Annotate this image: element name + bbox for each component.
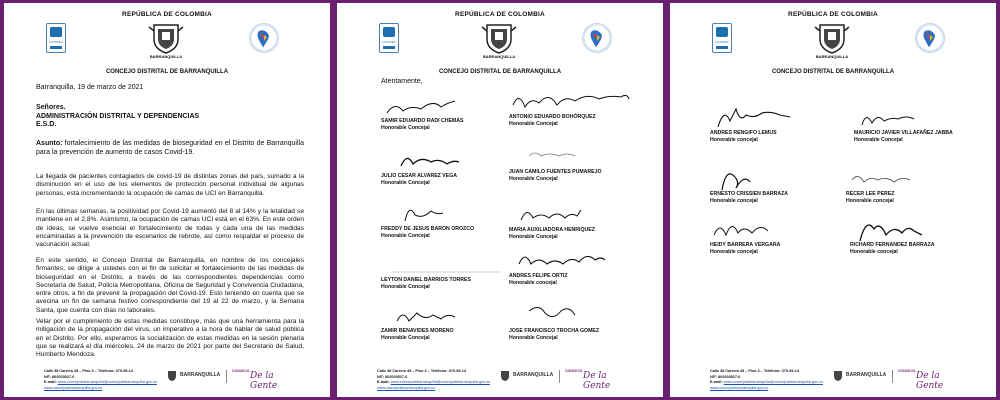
- footer-web-link[interactable]: www.concejodebarranquilla.gov.co: [44, 385, 103, 390]
- footer-contact: [710, 369, 823, 391]
- signer-role: Honorable Concejal: [381, 335, 430, 341]
- footer-concejo-label: CONCEJO: [565, 369, 583, 373]
- signer-role: Honorable concejal: [846, 198, 894, 204]
- body-paragraph: La llegada de pacientes contagiados de covid-19 de distintas zonas del país, sumado a la disminución en el uso de los elementos de protección personal individual de algunas personas, está incrementando la ocupación de camas de UCI en Barranquilla.: [36, 173, 304, 197]
- footer-baq-logo: BARRANQUILLA: [180, 372, 221, 378]
- city-seal-icon: [481, 21, 517, 55]
- handwritten-signature: [509, 200, 637, 228]
- handwritten-signature: [710, 215, 838, 243]
- footer-contact: [44, 369, 157, 391]
- footer-gente-logo: De la Gente: [916, 371, 944, 391]
- letter-date: Barranquilla, 19 de marzo de 2021: [36, 84, 144, 91]
- signer-name: LEYTON DANIEL BARRIOS TORRES: [381, 277, 471, 283]
- footer-logos: [166, 369, 296, 391]
- signer-name: JOSE FRANCISCO TROCHA GOMEZ: [509, 328, 600, 334]
- signer-role: Honorable Concejal: [509, 121, 558, 127]
- signer-role: Honorable Concejal: [509, 176, 558, 182]
- handwritten-signature: [846, 164, 974, 192]
- signer-role: Honorable Concejal: [509, 335, 558, 341]
- footer-email-link[interactable]: www.concejodebarranquilla@concejodebarranquilla.gov.co: [57, 380, 157, 384]
- signature-block: [509, 142, 637, 182]
- signer-name: JUAN CAMILO FUENTES PUMAREJO: [509, 169, 602, 175]
- certification-logo: ICONTEC: [379, 23, 399, 53]
- footer-logos: [832, 369, 962, 391]
- handwritten-signature: [710, 103, 838, 131]
- footer-nit: NIT: 802003527-6: [377, 374, 408, 379]
- subject-text: fortalecimiento de las medidas de bioseguridad en el Distrito de Barranquilla para la prevención de aumento de casos Covid-19.: [36, 140, 304, 156]
- signer-role: Honorable Concejal: [381, 284, 430, 290]
- footer-nit: NIT: 802003527-6: [44, 374, 75, 379]
- signature-block: [509, 87, 637, 127]
- seal-caption: BARRANQUILLA: [482, 54, 516, 59]
- signer-name: ANDRES RENGIFO LEMUS: [710, 130, 777, 136]
- signature-block: [846, 164, 974, 204]
- handwritten-signature: [710, 164, 838, 192]
- closing-salutation: Atentamente,: [381, 78, 423, 85]
- handwritten-signature: [509, 301, 637, 329]
- footer-email-label: E-mail:: [377, 380, 391, 384]
- signer-role: Honorable concejal: [850, 249, 898, 255]
- signer-role: Honorable concejal: [710, 198, 758, 204]
- city-seal-icon: [148, 21, 184, 55]
- handwritten-signature: [509, 87, 637, 115]
- signer-name: ZAMIR BENAVIDES MORENO: [381, 328, 454, 334]
- handwritten-signature: [381, 199, 509, 227]
- subject-label: Asunto:: [36, 140, 63, 147]
- signer-name: ERNESTO CRISSIEN BARRAZA: [710, 191, 789, 197]
- footer-email-link[interactable]: www.concejodebarranquilla@concejodebarranquilla.gov.co: [390, 380, 490, 384]
- signature-block: [509, 200, 637, 240]
- handwritten-signature: [381, 250, 509, 278]
- seal-caption: BARRANQUILLA: [149, 54, 183, 59]
- certification-logo: ICONTEC: [46, 23, 66, 53]
- signature-block: [850, 215, 978, 255]
- republica-header: REPÚBLICA DE COLOMBIA: [788, 11, 878, 18]
- city-seal-icon: [814, 21, 850, 55]
- signature-block: [381, 91, 509, 131]
- signer-role: Honorable concejal: [710, 249, 758, 255]
- addressee-line: E.S.D.: [36, 121, 57, 128]
- signer-role: Honorable concejal: [710, 137, 758, 143]
- signer-role: Honorable Concejal: [381, 180, 430, 186]
- signer-name: MARIA AUXILIADORA HENRIQUEZ: [509, 227, 595, 233]
- footer-address: Calle 38 Carrera 45 – Piso 3 – Teléfono: 370-99-14: [710, 369, 799, 373]
- footer-email-label: E-mail:: [44, 380, 58, 384]
- footer-address: Calle 38 Carrera 45 – Piso 3 – Teléfono: 370-99-14: [44, 369, 133, 373]
- footer-email-label: E-mail:: [710, 380, 724, 384]
- signer-name: HEIDY BARRERA VERGARA: [710, 242, 781, 248]
- signer-name: FREDDY DE JESUS BARON OROZCO: [381, 226, 475, 232]
- footer-baq-logo: BARRANQUILLA: [513, 372, 554, 378]
- signer-role: Honorable Concejal: [854, 137, 903, 143]
- footer-gente-logo: De la Gente: [583, 371, 611, 391]
- signature-block: [381, 199, 509, 239]
- footer-contact: [377, 369, 490, 391]
- footer-concejo-label: CONCEJO: [232, 369, 250, 373]
- republica-header: REPÚBLICA DE COLOMBIA: [122, 11, 212, 18]
- handwritten-signature: [381, 91, 509, 119]
- colombia-map-logo: [249, 23, 279, 53]
- footer-baq-logo: BARRANQUILLA: [846, 372, 887, 378]
- handwritten-signature: [850, 215, 978, 243]
- body-paragraph: En este sentido, el Concejo Distrital de Barranquilla, en nombre de los concejales firmantes, se dirige a ustedes con el fin de solicitar el fortalecimiento de las medidas de bioseguridad en el Distrito, a través de las correspondientes dependencias como Secretaría de Salud, Policía Metropolitana, Oficina de Seguridad y Convivencia Ciudadana, entre otros, a fin de prevenir la propagación del Covid-19. Esto teniendo en cuenta que se avecina un fin de semana festivo correspondiente del 19 al 22 de marzo, y la Semana Santa, que cuenta con días no laborales.: [36, 257, 304, 314]
- letter-page-1: [4, 3, 330, 397]
- signer-name: MAURICIO JAVIER VILLAFAÑEZ JABBA: [854, 130, 953, 136]
- handwritten-signature: [509, 142, 637, 170]
- signature-block: [381, 301, 509, 341]
- footer-address: Calle 38 Carrera 45 – Piso 3 – Teléfono: 370-99-14: [377, 369, 466, 373]
- council-name: CONCEJO DISTRITAL DE BARRANQUILLA: [438, 69, 562, 75]
- signer-role: Honorable Concejal: [381, 233, 430, 239]
- council-name: CONCEJO DISTRITAL DE BARRANQUILLA: [105, 69, 229, 75]
- footer-gente-logo: De la Gente: [250, 371, 278, 391]
- handwritten-signature: [509, 246, 637, 274]
- footer-seal-icon: [499, 370, 511, 382]
- addressee-block: [36, 104, 199, 130]
- letter-page-2: [337, 3, 663, 397]
- signer-name: SAMIR EDUARDO RADI CHEMÁS: [381, 118, 464, 124]
- signature-block: [710, 164, 838, 204]
- colombia-map-logo: [915, 23, 945, 53]
- colombia-map-logo: [582, 23, 612, 53]
- certification-logo: ICONTEC: [712, 23, 732, 53]
- footer-concejo-label: CONCEJO: [898, 369, 916, 373]
- footer-nit: NIT: 802003527-6: [710, 374, 741, 379]
- footer-email-link[interactable]: www.concejodebarranquilla@concejodebarranquilla.gov.co: [723, 380, 823, 384]
- handwritten-signature: [854, 103, 982, 131]
- handwritten-signature: [381, 146, 509, 174]
- signer-name: RICHARD FERNANDEZ BARRAZA: [850, 242, 935, 248]
- addressee-line: ADMINISTRACIÓN DISTRITAL Y DEPENDENCIAS: [36, 112, 200, 120]
- body-paragraph: Velar por el cumplimiento de estas medidas constituye, más que una herramienta para la mitigación de la propagación del virus, un imperativo a la hora de hablar de salud pública en el Distrito. Por ello, esperamos la socialización de estas medidas en la sesión plenaria que se realizará el día miércoles, 24 de marzo de 2021 por parte del Secretario de Salud, Humberto Mendoza.: [36, 318, 304, 359]
- signer-name: ANDRES FELIPE ORTIZ: [509, 273, 568, 279]
- signature-block: [509, 246, 637, 286]
- footer-seal-icon: [166, 370, 178, 382]
- handwritten-signature: [381, 301, 509, 329]
- signer-role: Honorable concejal: [509, 280, 557, 286]
- signature-block: [710, 215, 838, 255]
- seal-caption: BARRANQUILLA: [815, 54, 849, 59]
- signature-block: [381, 146, 509, 186]
- signature-block: [710, 103, 838, 143]
- signature-block: [854, 103, 982, 143]
- republica-header: REPÚBLICA DE COLOMBIA: [455, 11, 545, 18]
- council-name: CONCEJO DISTRITAL DE BARRANQUILLA: [771, 69, 895, 75]
- footer-logos: [499, 369, 629, 391]
- signer-name: RECER LEE PEREZ: [846, 191, 895, 197]
- signature-block: [381, 250, 509, 290]
- signature-block: [509, 301, 637, 341]
- signer-role: Honorable Concejal: [381, 125, 430, 131]
- addressee-line: Señores.: [36, 104, 66, 111]
- signer-name: ANTONIO EDUARDO BOHÓRQUEZ: [509, 114, 596, 120]
- subject-line: [36, 140, 304, 157]
- body-paragraph: En las últimas semanas, la positividad por Covid-19 aumentó del 8 al 14% y la letalidad se mantiene en el 2,8%. Asimismo, la ocupación de camas UCI está en el 63%. En este orden de ideas, se vuelve esencial el fortalecimiento de todas y cada una de las medidas encaminadas a la prevención de escenarios de rebrote, así como respaldar el proceso de vacunación actual.: [36, 208, 304, 249]
- footer-web-link[interactable]: www.concejodebarranquilla.gov.co: [710, 385, 769, 390]
- signer-role: Honorable Concejal: [509, 234, 558, 240]
- footer-web-link[interactable]: www.concejodebarranquilla.gov.co: [377, 385, 436, 390]
- letter-page-3: [670, 3, 996, 397]
- signer-name: JULIO CESAR ALVAREZ VEGA: [381, 173, 457, 179]
- footer-seal-icon: [832, 370, 844, 382]
